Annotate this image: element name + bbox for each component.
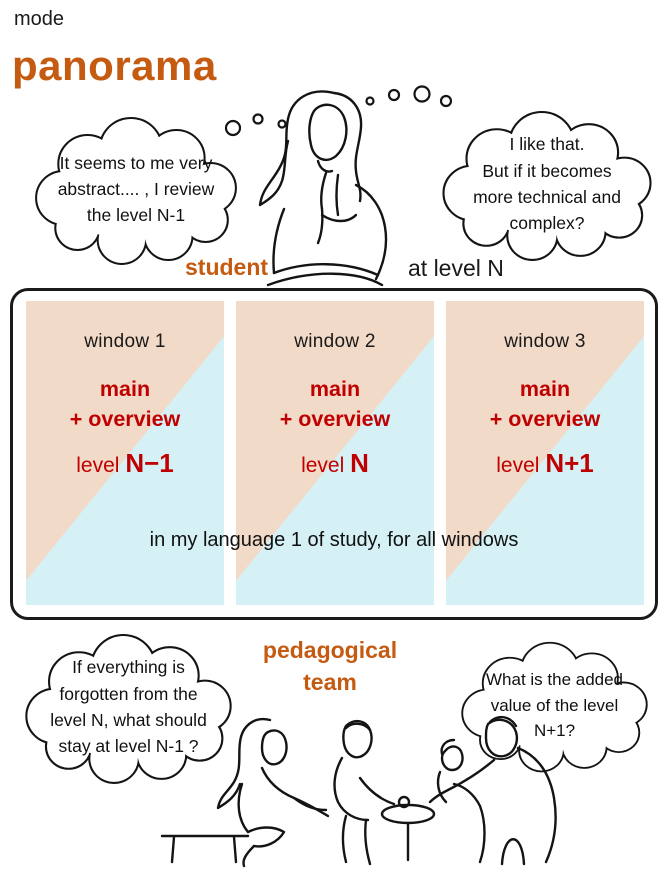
window-overview-label: + overview	[279, 407, 391, 431]
bubble-line: more technical and	[473, 186, 621, 207]
bubble-line: What is the added	[485, 670, 624, 690]
level-value: N	[350, 448, 369, 478]
student-label: student	[185, 254, 269, 280]
bubble-line: If everything is	[72, 657, 185, 678]
window-level	[496, 448, 593, 479]
mode-label: mode	[14, 8, 65, 30]
window-overview-label: + overview	[69, 407, 181, 431]
window-main-label: main	[309, 377, 361, 401]
team-line-art	[150, 698, 565, 868]
window-card-1	[26, 301, 224, 605]
window-title: window 1	[84, 331, 166, 352]
bubble-line: abstract.... , I review	[57, 178, 215, 199]
bubble-line: value of the level	[490, 695, 619, 715]
level-prefix: level	[76, 454, 120, 477]
student-left-thought-bubble	[25, 116, 247, 268]
bubble-text	[43, 131, 230, 247]
bubble-line: I like that.	[509, 134, 585, 155]
bubble-line: forgotten from the	[59, 683, 198, 704]
level-value: N−1	[125, 448, 174, 478]
page-title: panorama	[12, 42, 217, 89]
team-figure	[162, 717, 556, 866]
level-value: N+1	[545, 448, 594, 478]
bubble-line: the level N-1	[86, 205, 186, 226]
window-main-label: main	[99, 377, 151, 401]
windows-panel	[10, 288, 658, 620]
window-card-2	[236, 301, 434, 605]
thought-dots-right	[367, 87, 452, 107]
at-level-label: at level N	[408, 255, 504, 281]
bubble-line: stay at level N-1 ?	[58, 736, 199, 757]
student-right-thought-bubble	[432, 110, 662, 264]
panel-note: in my language 1 of study, for all windows	[149, 529, 519, 551]
bubble-line: It seems to me very	[59, 152, 213, 173]
window-level	[76, 448, 173, 479]
team-label	[230, 634, 430, 698]
team-label-line: team	[303, 669, 357, 695]
bubble-line: complex?	[509, 213, 585, 234]
window-card-3	[446, 301, 644, 605]
window-overview-label: + overview	[489, 407, 601, 431]
window-title: window 3	[504, 331, 586, 352]
bubble-line: level N, what should	[50, 709, 207, 730]
bubble-line: N+1?	[533, 721, 576, 741]
window-title: window 2	[294, 331, 376, 352]
bubble-text	[450, 125, 643, 242]
window-level	[301, 448, 369, 479]
window-main-label: main	[519, 377, 571, 401]
level-prefix: level	[496, 454, 540, 477]
bubble-line: But if it becomes	[482, 160, 612, 181]
student-figure	[260, 91, 386, 285]
team-label-line: pedagogical	[262, 637, 398, 663]
level-prefix: level	[301, 454, 345, 477]
